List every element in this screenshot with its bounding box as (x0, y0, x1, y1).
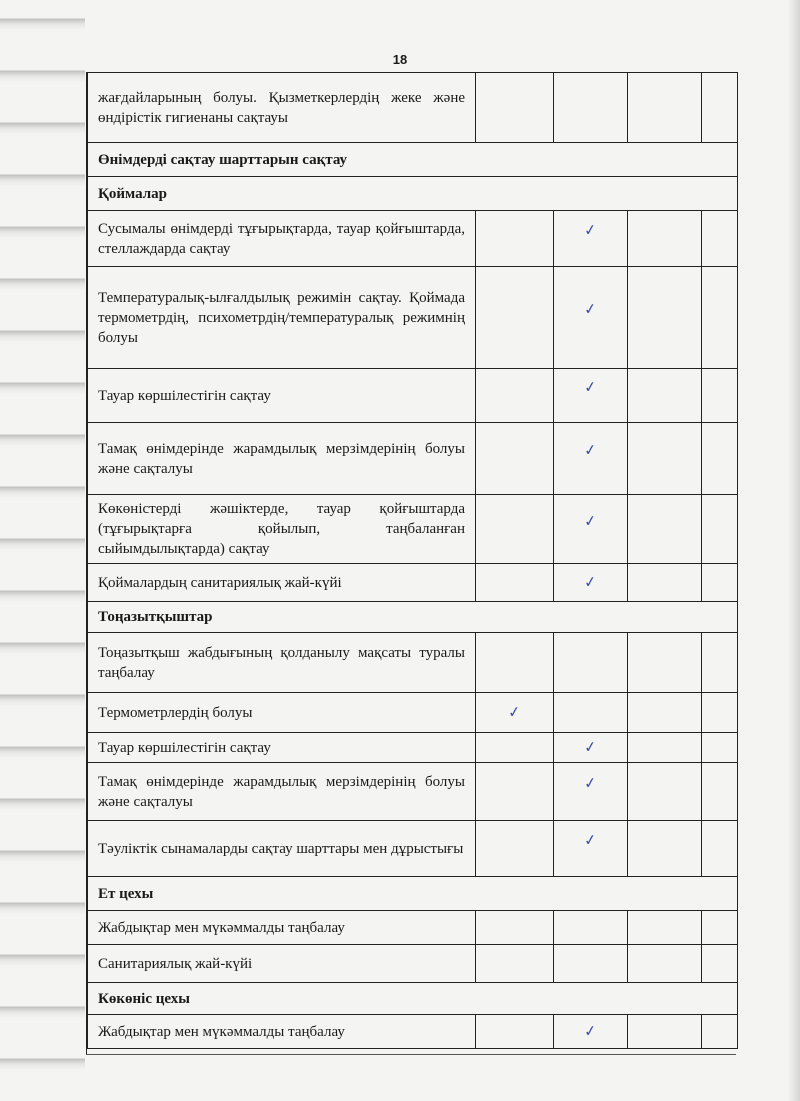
checklist-row (88, 633, 738, 693)
checklist-row (88, 821, 738, 877)
mark-cell-3[interactable] (628, 633, 702, 693)
mark-cell-3[interactable] (628, 1015, 702, 1049)
requirement-text: Сусымалы өнімдерді тұғырықтарда, тауар қойғыштарда, стеллаждарда сақтау (88, 211, 476, 267)
requirement-text: Жабдықтар мен мүкәммалды таңбалау (88, 1015, 476, 1049)
check-mark-icon: ✓ (583, 572, 598, 592)
mark-cell-3[interactable] (628, 945, 702, 983)
mark-cell-3[interactable] (628, 693, 702, 733)
check-mark-icon: ✓ (583, 440, 598, 460)
section-title: Тоңазытқыштар (88, 602, 738, 633)
mark-cell-4[interactable] (702, 73, 738, 143)
mark-cell-3[interactable] (628, 423, 702, 495)
mark-cell-4[interactable] (702, 564, 738, 602)
check-mark-icon: ✓ (583, 737, 598, 757)
mark-cell-2[interactable] (554, 564, 628, 602)
mark-cell-2[interactable] (554, 763, 628, 821)
checklist-row (88, 763, 738, 821)
mark-cell-4[interactable] (702, 633, 738, 693)
mark-cell-2[interactable] (554, 495, 628, 564)
mark-cell-3[interactable] (628, 211, 702, 267)
mark-cell-4[interactable] (702, 945, 738, 983)
mark-cell-4[interactable] (702, 267, 738, 369)
mark-cell-2[interactable] (554, 693, 628, 733)
scan-shadow-left (0, 0, 85, 1101)
mark-cell-2[interactable] (554, 73, 628, 143)
section-title: Ет цехы (88, 877, 738, 911)
mark-cell-3[interactable] (628, 267, 702, 369)
mark-cell-2[interactable] (554, 423, 628, 495)
checklist-row (88, 564, 738, 602)
mark-cell-1[interactable] (476, 763, 554, 821)
requirement-text: Температуралық-ылғалдылық режимін сақтау. Қоймада термометрдің, психометрдің/температуралық режимнің болуы (88, 267, 476, 369)
checklist-row (88, 495, 738, 564)
check-mark-icon: ✓ (583, 299, 598, 319)
checklist-table (87, 72, 738, 1049)
check-mark-icon: ✓ (583, 1021, 598, 1041)
mark-cell-2[interactable] (554, 821, 628, 877)
section-title: Өнімдерді сақтау шарттарын сақтау (88, 143, 738, 177)
mark-cell-4[interactable] (702, 1015, 738, 1049)
mark-cell-2[interactable] (554, 369, 628, 423)
mark-cell-1[interactable] (476, 564, 554, 602)
requirement-text: Термометрлердің болуы (88, 693, 476, 733)
mark-cell-1[interactable] (476, 1015, 554, 1049)
checklist-row (88, 211, 738, 267)
mark-cell-4[interactable] (702, 495, 738, 564)
section-title: Қоймалар (88, 177, 738, 211)
mark-cell-1[interactable] (476, 267, 554, 369)
mark-cell-4[interactable] (702, 693, 738, 733)
section-header-row (88, 143, 738, 177)
requirement-text: Тәуліктік сынамаларды сақтау шарттары мен дұрыстығы (88, 821, 476, 877)
mark-cell-1[interactable] (476, 733, 554, 763)
requirement-text: Тамақ өнімдерінде жарамдылық мерзімдерінің болуы және сақталуы (88, 763, 476, 821)
checklist-row (88, 267, 738, 369)
mark-cell-3[interactable] (628, 369, 702, 423)
requirement-text: Көкөністерді жәшіктерде, тауар қойғыштарда (тұғырықтарға қойылып, таңбаланған сыйымдылықтарда) сақтау (88, 495, 476, 564)
check-mark-icon: ✓ (583, 510, 598, 531)
mark-cell-4[interactable] (702, 763, 738, 821)
checklist-row (88, 73, 738, 143)
mark-cell-4[interactable] (702, 911, 738, 945)
requirement-text: Жабдықтар мен мүкәммалды таңбалау (88, 911, 476, 945)
mark-cell-1[interactable] (476, 495, 554, 564)
check-mark-icon: ✓ (583, 830, 598, 850)
mark-cell-3[interactable] (628, 911, 702, 945)
mark-cell-4[interactable] (702, 423, 738, 495)
mark-cell-2[interactable] (554, 211, 628, 267)
section-title: Көкөніс цехы (88, 983, 738, 1015)
requirement-text: Тауар көршілестігін сақтау (88, 369, 476, 423)
mark-cell-1[interactable] (476, 423, 554, 495)
mark-cell-2[interactable] (554, 1015, 628, 1049)
requirement-text: Санитариялық жай-күйі (88, 945, 476, 983)
checklist-row (88, 423, 738, 495)
section-header-row (88, 877, 738, 911)
mark-cell-1[interactable] (476, 693, 554, 733)
check-mark-icon: ✓ (583, 220, 598, 240)
section-header-row (88, 983, 738, 1015)
check-mark-icon: ✓ (583, 773, 598, 793)
check-mark-icon: ✓ (583, 377, 598, 397)
mark-cell-1[interactable] (476, 369, 554, 423)
requirement-text: Тамақ өнімдерінде жарамдылық мерзімдерінің болуы және сақталуы (88, 423, 476, 495)
checklist-row (88, 733, 738, 763)
requirement-text: Тоңазытқыш жабдығының қолданылу мақсаты туралы таңбалау (88, 633, 476, 693)
checklist-row (88, 911, 738, 945)
checklist-row (88, 1015, 738, 1049)
mark-cell-4[interactable] (702, 211, 738, 267)
mark-cell-2[interactable] (554, 267, 628, 369)
mark-cell-4[interactable] (702, 733, 738, 763)
mark-cell-3[interactable] (628, 564, 702, 602)
requirement-text: Тауар көршілестігін сақтау (88, 733, 476, 763)
checklist-row (88, 369, 738, 423)
mark-cell-1[interactable] (476, 911, 554, 945)
mark-cell-2[interactable] (554, 733, 628, 763)
checklist-row (88, 945, 738, 983)
mark-cell-3[interactable] (628, 733, 702, 763)
check-mark-icon: ✓ (507, 702, 522, 722)
scan-shadow-right (788, 0, 800, 1101)
checklist-row (88, 693, 738, 733)
checklist-rows (88, 73, 738, 1049)
mark-cell-3[interactable] (628, 495, 702, 564)
mark-cell-3[interactable] (628, 821, 702, 877)
mark-cell-1[interactable] (476, 633, 554, 693)
requirement-text: Қоймалардың санитариялық жай-күйі (88, 564, 476, 602)
mark-cell-4[interactable] (702, 821, 738, 877)
mark-cell-3[interactable] (628, 73, 702, 143)
mark-cell-2[interactable] (554, 633, 628, 693)
mark-cell-1[interactable] (476, 73, 554, 143)
checklist-sheet (86, 72, 737, 1054)
mark-cell-1[interactable] (476, 821, 554, 877)
mark-cell-1[interactable] (476, 945, 554, 983)
section-header-row (88, 602, 738, 633)
mark-cell-4[interactable] (702, 369, 738, 423)
page-bottom-border (86, 1054, 736, 1055)
page-number: 18 (392, 52, 408, 67)
mark-cell-2[interactable] (554, 911, 628, 945)
section-header-row (88, 177, 738, 211)
mark-cell-2[interactable] (554, 945, 628, 983)
mark-cell-1[interactable] (476, 211, 554, 267)
mark-cell-3[interactable] (628, 763, 702, 821)
requirement-text: жағдайларының болуы. Қызметкерлердің жеке және өндірістік гигиенаны сақтауы (88, 73, 476, 143)
